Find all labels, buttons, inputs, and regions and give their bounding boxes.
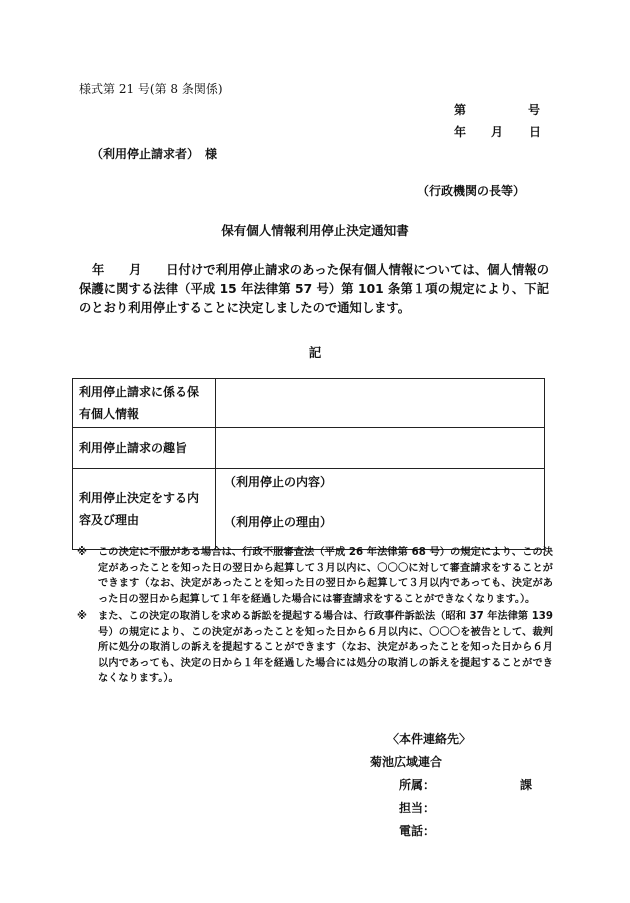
date-year: 年 — [454, 125, 467, 139]
note-mark: ※ — [77, 611, 87, 622]
table-row — [73, 379, 545, 428]
doc-number-prefix: 第 — [454, 103, 467, 117]
row-label-decision-content: 利用停止決定をする内容及び理由 — [73, 469, 216, 550]
contact-phone: 電話： — [399, 824, 436, 838]
form-number: 様式第 21 号(第 8 条関係) — [79, 82, 223, 96]
table-row — [73, 469, 545, 550]
body-paragraph: 年 月 日付けで利用停止請求のあった保有個人情報については、個人情報の保護に関する法律（平成 15 年法律第 57 号）第 101 条第１項の規定により、下記のとおり利用停止することに決定しましたので通知します。 — [79, 263, 549, 315]
note-appeal-text: この決定に不服がある場合は、行政不服審査法（平成 26 年法律第 68 号）の規定により、この決定があったことを知った日の翌日から起算して３月以内に、〇〇〇に対して審査請求をすることができます（なお、決定があったことを知った日の翌日から起算して３月以内であっても、決定があった日の翌日から起算して１年を経過した場合には審査請求をすることができなくなります。）。 — [98, 547, 553, 605]
contact-heading: 〈本件連絡先〉 — [387, 732, 472, 746]
contact-department — [399, 774, 549, 797]
addressee: （利用停止請求者） 様 — [91, 147, 218, 161]
document-title: 保有個人情報利用停止決定通知書 — [221, 223, 409, 238]
department-suffix: 課 — [520, 778, 533, 792]
row-value-request-purpose — [216, 428, 545, 469]
note-lawsuit — [77, 609, 553, 687]
notes — [77, 545, 553, 689]
row-label-request-purpose: 利用停止請求の趣旨 — [73, 428, 216, 469]
decision-table — [72, 378, 545, 550]
contact-organization: 菊池広域連合 — [370, 755, 443, 769]
table-row — [73, 428, 545, 469]
department-label: 所属： — [399, 778, 436, 792]
note-appeal — [77, 545, 553, 607]
contact-person: 担当： — [399, 801, 436, 815]
doc-number-suffix: 号 — [528, 103, 541, 117]
row-value-request-info — [216, 379, 545, 428]
note-mark: ※ — [77, 547, 87, 558]
note-lawsuit-text: また、この決定の取消しを求める訴訟を提起する場合は、行政事件訴訟法（昭和 37 年法律第 139 号）の規定により、この決定があったことを知った日から６月以内に、〇〇〇を被告として、裁判所に処分の取消しの訴えを提起することができます（なお、決定があったことを知った日から６月以内であっても、決定の日から１年を経過した場合には処分の取消しの訴えを提起することができなくなります。）。 — [98, 611, 553, 684]
decision-content-label: （利用停止の内容） — [224, 475, 333, 489]
ki-heading: 記 — [308, 345, 322, 360]
row-label-request-info: 利用停止請求に係る保有個人情報 — [73, 379, 216, 428]
sender: （行政機関の長等） — [417, 184, 526, 198]
contact-block — [370, 728, 549, 843]
date-month: 月 — [491, 125, 504, 139]
decision-reason-label: （利用停止の理由） — [224, 515, 333, 529]
row-value-decision-content — [216, 469, 545, 550]
date-day: 日 — [529, 125, 542, 139]
